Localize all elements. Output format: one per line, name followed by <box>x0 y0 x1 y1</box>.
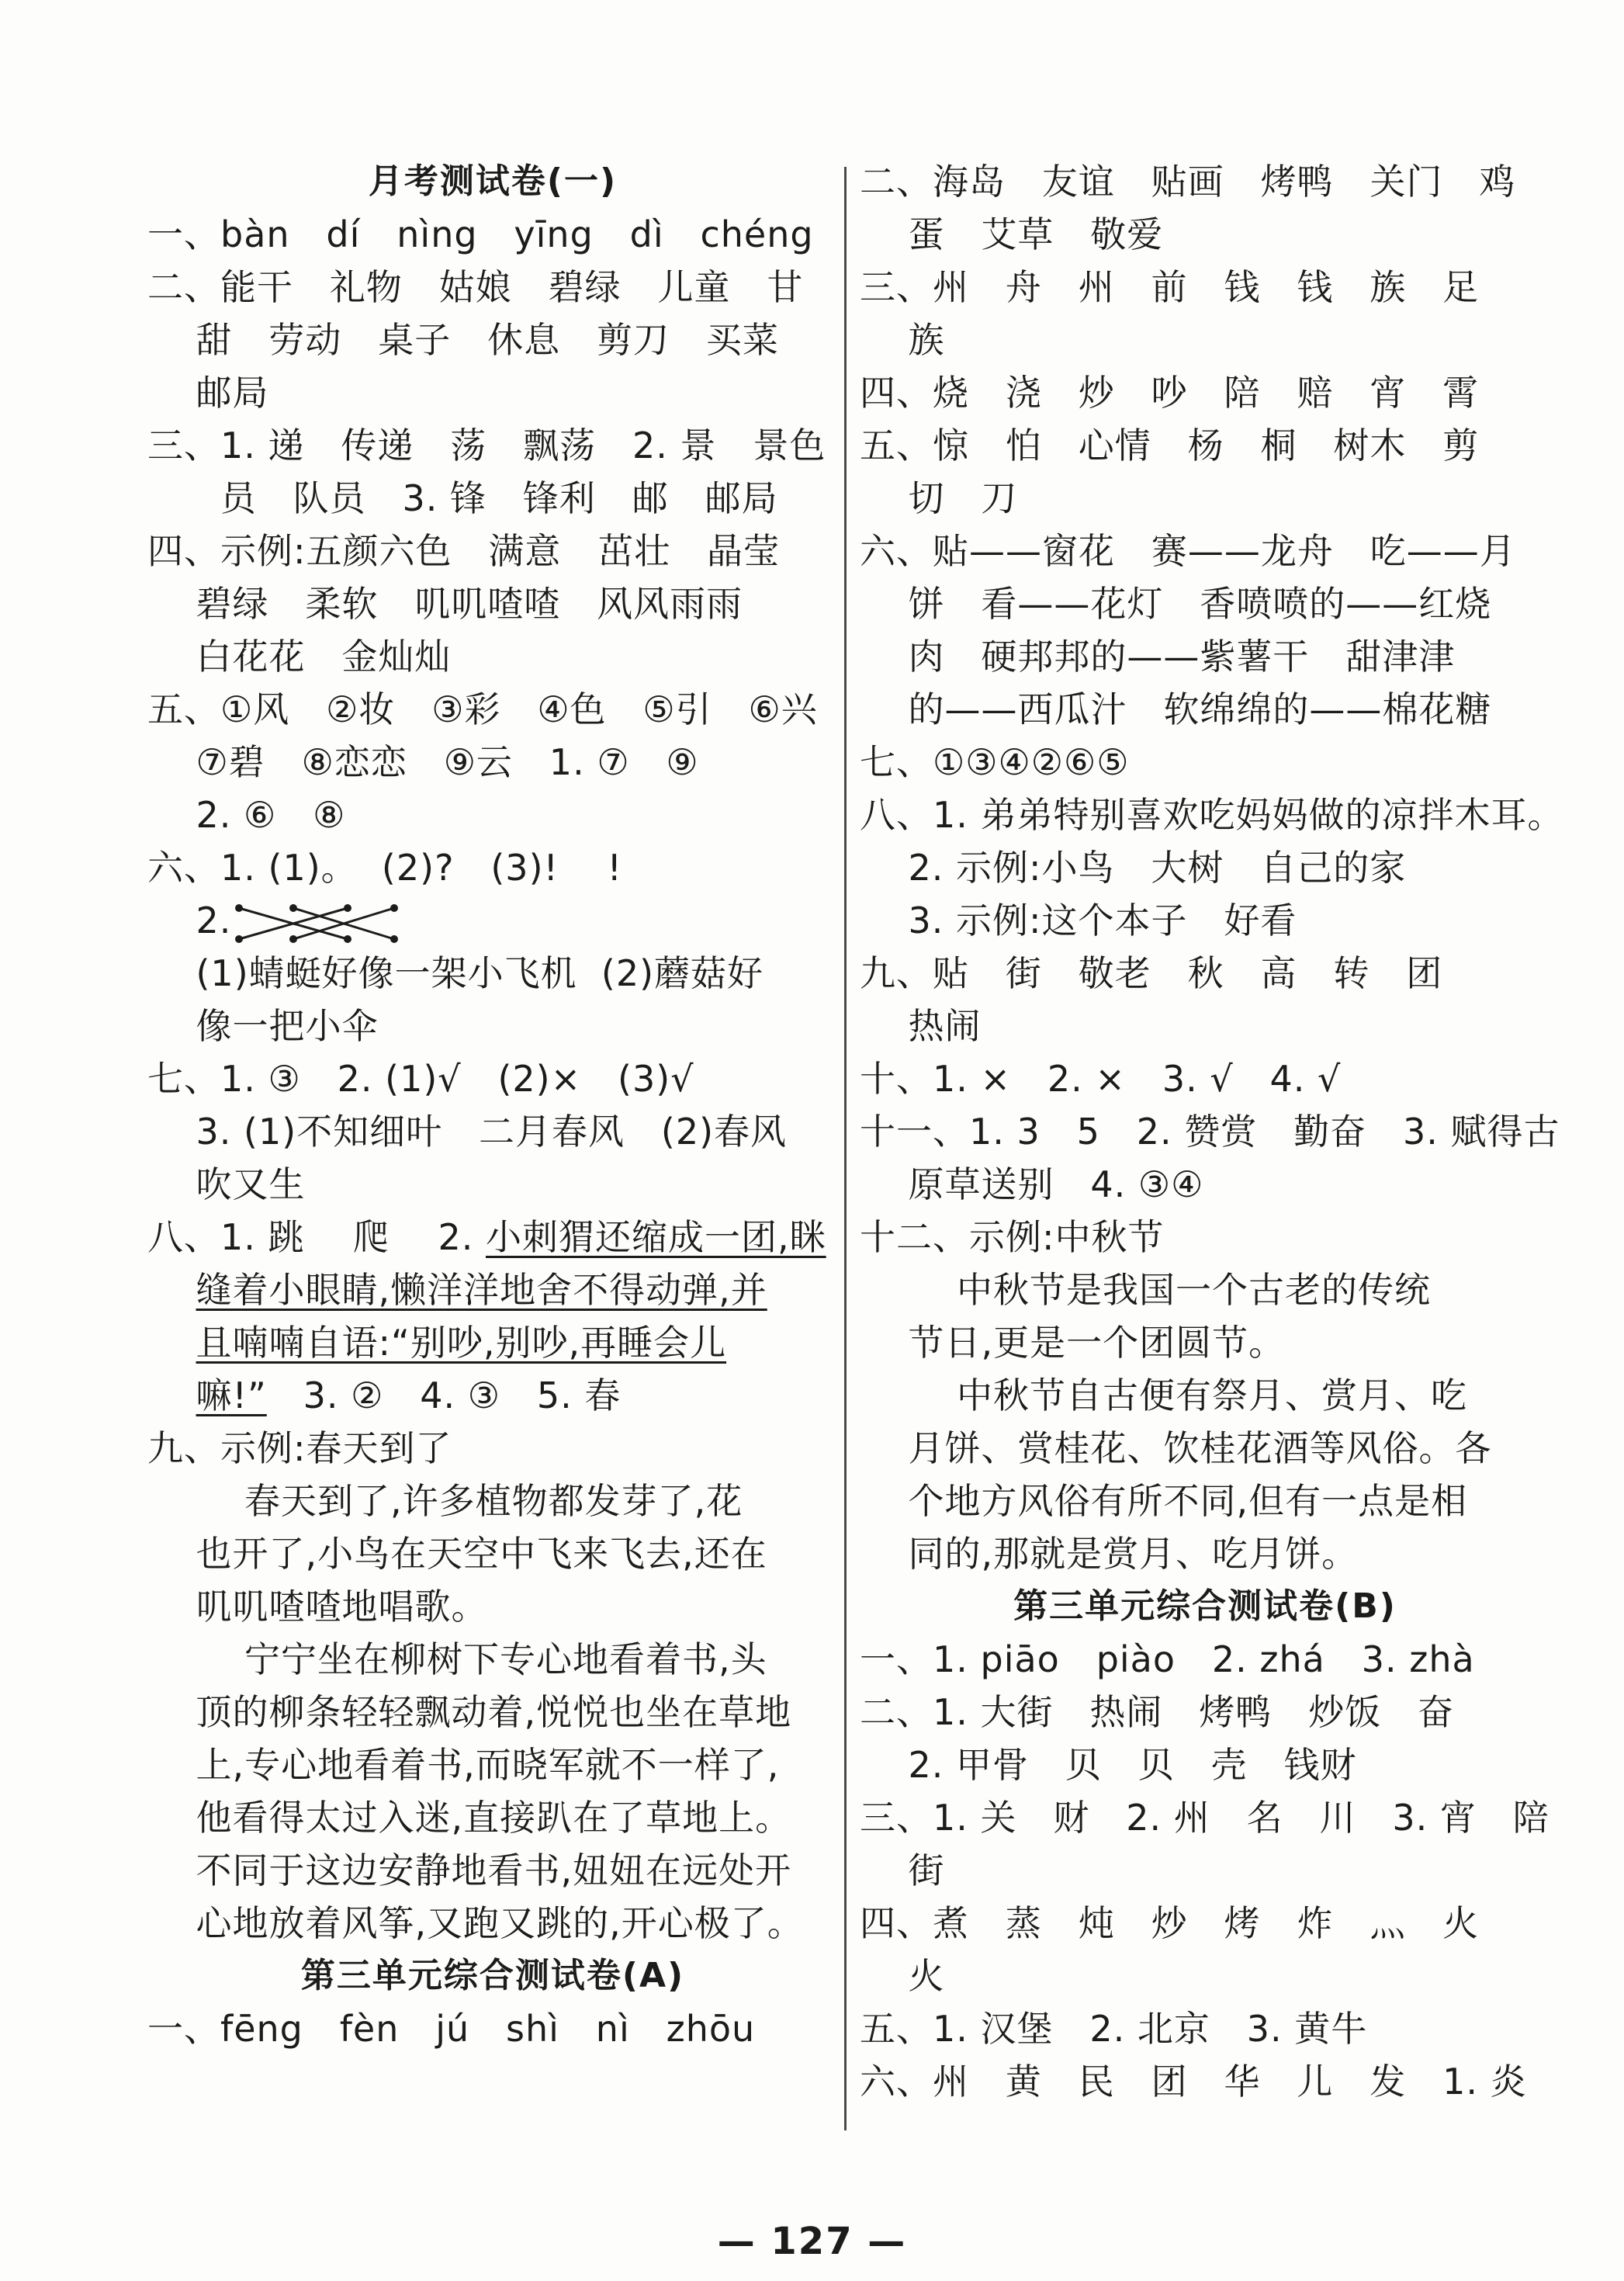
matching-dot <box>344 904 351 912</box>
underlined-answer: 嘛!” <box>196 1374 267 1416</box>
answer-line: 他看得太过入迷,直接趴在了草地上。 <box>147 1797 792 1839</box>
answer-line: 九、示例:春天到了 <box>147 1427 452 1469</box>
answer-line: 2. 示例:小鸟 大树 自己的家 <box>860 847 1407 889</box>
answer-line: 白花花 金灿灿 <box>147 636 452 678</box>
answer-line: 同的,那就是赏月、吃月饼。 <box>860 1533 1359 1575</box>
answer-line: 员 队员 3. 锋 锋利 邮 邮局 <box>147 477 778 519</box>
matching-dot <box>235 935 243 943</box>
underlined-answer: 缝着小眼睛,懒洋洋地舍不得动弹,并 <box>196 1269 767 1311</box>
answer-line <box>147 1264 838 1316</box>
answer-line: 六、1. (1)。 (2)? (3)! ! <box>147 847 622 889</box>
answer-line: 五、1. 汉堡 2. 北京 3. 黄牛 <box>860 2008 1368 2050</box>
answer-line: 三、1. 递 传递 荡 飘荡 2. 景 景色 <box>147 425 826 466</box>
section-title: 月考测试卷(一) <box>368 161 618 201</box>
answer-line: 不同于这边安静地看书,妞妞在远处开 <box>147 1849 792 1891</box>
answer-line: 月饼、赏桂花、饮桂花酒等风俗。各 <box>860 1427 1492 1469</box>
answer-line: 二、海岛 友谊 贴画 烤鸭 关门 鸡 <box>860 161 1516 203</box>
answer-line: 七、①③④②⑥⑤ <box>860 741 1130 783</box>
answer-text <box>147 1374 196 1416</box>
answer-line: 六、贴——窗花 赛——龙舟 吃——月 <box>860 530 1516 572</box>
answer-line: 十、1. × 2. × 3. √ 4. √ <box>860 1058 1342 1100</box>
left-column <box>147 155 838 2055</box>
answer-line: 四、烧 浇 炒 吵 陪 赔 宵 霄 <box>860 372 1480 414</box>
answer-line: 邮局 <box>147 372 269 414</box>
answer-line: 五、惊 怕 心情 杨 桐 树木 剪 <box>860 425 1480 466</box>
answer-line: 节日,更是一个团圆节。 <box>860 1322 1286 1364</box>
answer-line: 九、贴 街 敬老 秋 高 转 团 <box>860 952 1443 994</box>
answer-line: 一、bàn dí nìng yīng dì chéng <box>147 213 814 255</box>
answer-line: 甜 劳动 桌子 休息 剪刀 买菜 <box>147 319 779 361</box>
section-title: 第三单元综合测试卷(B) <box>1013 1586 1397 1626</box>
answer-line: 六、州 黄 民 团 华 儿 发 1. 炎 <box>860 2061 1527 2102</box>
answer-line: 肉 硬邦邦的——紫薯干 甜津津 <box>860 636 1456 678</box>
answer-text: 2. <box>147 900 232 941</box>
answer-line: 四、示例:五颜六色 满意 茁壮 晶莹 <box>147 530 781 572</box>
matching-answer <box>147 894 838 947</box>
answer-line: 的——西瓜汁 软绵绵的——棉花糖 <box>860 688 1492 730</box>
answer-line: 吹又生 <box>147 1163 306 1205</box>
right-column <box>860 155 1564 2108</box>
matching-dot <box>344 935 351 943</box>
answer-line: 四、煮 蒸 炖 炒 烤 炸 灬 火 <box>860 1902 1480 1944</box>
answer-line: 宁宁坐在柳树下专心地看着书,头 <box>147 1638 767 1680</box>
answer-line: 蛋 艾草 敬爱 <box>860 213 1164 255</box>
answer-line: 一、1. piāo piào 2. zhá 3. zhà <box>860 1638 1475 1680</box>
answer-line: 街 <box>860 1849 945 1891</box>
answer-line: 叽叽喳喳地唱歌。 <box>147 1586 488 1628</box>
answer-text <box>147 1269 196 1311</box>
answer-line: 顶的柳条轻轻飘动着,悦悦也坐在草地 <box>147 1691 792 1733</box>
answer-line: 也开了,小鸟在天空中飞来飞去,还在 <box>147 1533 767 1575</box>
answer-line: 三、州 舟 州 前 钱 钱 族 足 <box>860 266 1480 308</box>
answer-line: 中秋节是我国一个古老的传统 <box>860 1269 1431 1311</box>
answer-text: 3. ② 4. ③ 5. 春 <box>266 1374 622 1416</box>
answer-line <box>147 1369 838 1422</box>
answer-line: 火 <box>860 1955 945 1997</box>
answer-line: 十一、1. 3 5 2. 赞赏 勤奋 3. 赋得古 <box>860 1111 1560 1153</box>
answer-line: 心地放着风筝,又跑又跳的,开心极了。 <box>147 1902 804 1944</box>
answer-line: 个地方风俗有所不同,但有一点是相 <box>860 1480 1468 1522</box>
answer-line: 族 <box>860 319 945 361</box>
answer-line: 2. 甲骨 贝 贝 壳 钱财 <box>860 1744 1357 1786</box>
matching-dot <box>289 935 297 943</box>
answer-line: 一、fēng fèn jú shì nì zhōu <box>147 2008 756 2050</box>
answer-line: 3. 示例:这个本子 好看 <box>860 900 1297 941</box>
matching-dot <box>390 935 398 943</box>
underlined-answer: 小刺猬还缩成一团,眯 <box>486 1216 826 1258</box>
answer-line: 中秋节自古便有祭月、赏月、吃 <box>860 1374 1467 1416</box>
answer-line: 三、1. 关 财 2. 州 名 川 3. 宵 陪 <box>860 1797 1550 1839</box>
answer-line: 热闹 <box>860 1005 982 1047</box>
matching-dot <box>289 904 297 912</box>
answer-line <box>147 1316 838 1369</box>
answer-line: 3. (1)不知细叶 二月春风 (2)春风 <box>147 1111 788 1153</box>
answer-text <box>147 1322 196 1364</box>
answer-line: (1)蜻蜓好像一架小飞机 (2)蘑菇好 <box>147 952 764 994</box>
matching-lines <box>231 900 402 947</box>
column-divider <box>844 167 847 2130</box>
answer-text: 八、1. 跳 爬 2. <box>147 1216 486 1258</box>
answer-line: 切 刀 <box>860 477 1018 519</box>
answer-line: 五、①风 ②妆 ③彩 ④色 ⑤引 ⑥兴 <box>147 688 818 730</box>
answer-line: 二、1. 大街 热闹 烤鸭 炒饭 奋 <box>860 1691 1454 1733</box>
page-number: — 127 — <box>717 2220 907 2263</box>
answer-line: 二、能干 礼物 姑娘 碧绿 儿童 甘 <box>147 266 804 308</box>
answer-line: 十二、示例:中秋节 <box>860 1216 1165 1258</box>
underlined-answer: 且喃喃自语:“别吵,别吵,再睡会儿 <box>196 1322 727 1364</box>
answer-line: 上,专心地看着书,而晓军就不一样了, <box>147 1744 780 1786</box>
answer-line: 原草送别 4. ③④ <box>860 1163 1204 1205</box>
matching-dot <box>390 904 398 912</box>
answer-line <box>147 1211 838 1264</box>
answer-line: 七、1. ③ 2. (1)√ (2)× (3)√ <box>147 1058 694 1100</box>
answer-line: 春天到了,许多植物都发芽了,花 <box>147 1480 743 1522</box>
answer-line: 八、1. 弟弟特别喜欢吃妈妈做的凉拌木耳。 <box>860 794 1564 836</box>
answer-line: ⑦碧 ⑧恋恋 ⑨云 1. ⑦ ⑨ <box>147 741 699 783</box>
answer-line: 碧绿 柔软 叽叽喳喳 风风雨雨 <box>147 583 743 625</box>
answer-line: 2. ⑥ ⑧ <box>147 794 346 836</box>
answer-line: 像一把小伞 <box>147 1005 379 1047</box>
answer-line: 饼 看——花灯 香喷喷的——红烧 <box>860 583 1492 625</box>
matching-dot <box>235 904 243 912</box>
section-title: 第三单元综合测试卷(A) <box>300 1956 685 1995</box>
